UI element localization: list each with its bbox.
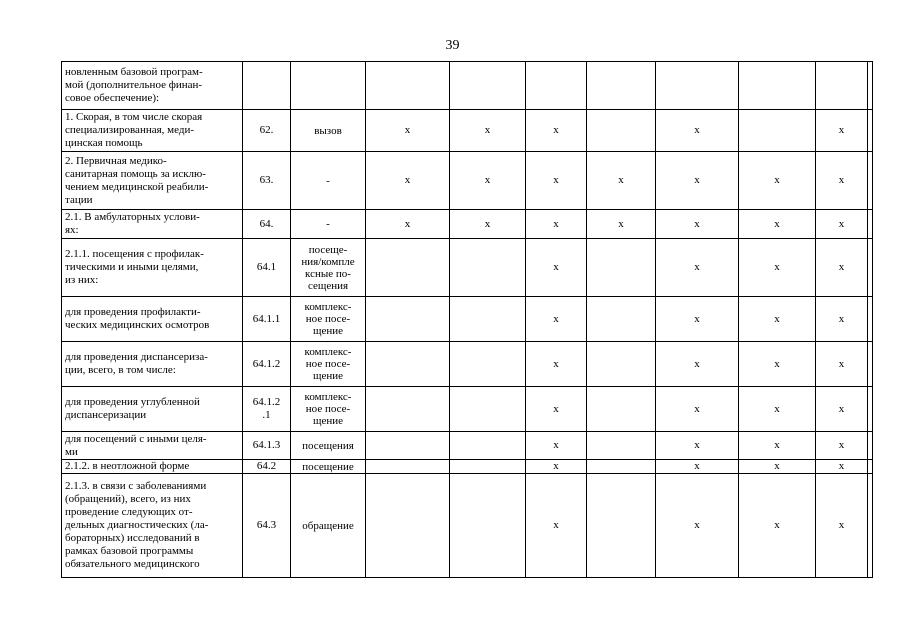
value-cell: х bbox=[526, 387, 587, 432]
value-cell bbox=[526, 62, 587, 110]
value-cell bbox=[450, 297, 526, 342]
value-cell bbox=[366, 62, 450, 110]
page-number: 39 bbox=[445, 38, 460, 53]
value-cell: х bbox=[816, 342, 868, 387]
row-number-cell: 64.3 bbox=[243, 474, 291, 578]
value-cell: х bbox=[526, 297, 587, 342]
value-cell bbox=[587, 239, 656, 297]
value-cell: х bbox=[656, 387, 739, 432]
table-row bbox=[62, 152, 873, 210]
row-name-cell: 2. Первичная медико- санитарная помощь за исклю- чением медицинской реабили- тации bbox=[62, 152, 243, 210]
value-cell bbox=[450, 474, 526, 578]
value-cell: х bbox=[526, 432, 587, 460]
table-row bbox=[62, 297, 873, 342]
row-unit-cell: комплекс- ное посе- щение bbox=[291, 297, 366, 342]
value-cell: х bbox=[656, 297, 739, 342]
row-name-cell: 1. Скорая, в том числе скорая специализированная, меди- цинская помощь bbox=[62, 110, 243, 152]
row-unit-cell: комплекс- ное посе- щение bbox=[291, 342, 366, 387]
value-cell: х bbox=[656, 342, 739, 387]
value-cell: х bbox=[816, 460, 868, 474]
value-cell bbox=[868, 460, 873, 474]
value-cell: х bbox=[526, 474, 587, 578]
row-number-cell: 62. bbox=[243, 110, 291, 152]
value-cell bbox=[656, 62, 739, 110]
value-cell: х bbox=[526, 342, 587, 387]
value-cell: х bbox=[656, 210, 739, 239]
row-unit-cell bbox=[291, 62, 366, 110]
value-cell: х bbox=[526, 110, 587, 152]
value-cell: х bbox=[366, 152, 450, 210]
value-cell: х bbox=[816, 297, 868, 342]
row-name-cell: для посещений с иными целя- ми bbox=[62, 432, 243, 460]
table-row bbox=[62, 474, 873, 578]
data-table bbox=[61, 61, 873, 578]
row-name-cell: 2.1. В амбулаторных услови- ях: bbox=[62, 210, 243, 239]
value-cell: х bbox=[739, 297, 816, 342]
table-row bbox=[62, 210, 873, 239]
table-row bbox=[62, 239, 873, 297]
value-cell: х bbox=[656, 239, 739, 297]
value-cell: х bbox=[656, 152, 739, 210]
value-cell bbox=[450, 460, 526, 474]
value-cell: х bbox=[656, 460, 739, 474]
row-name-cell: для проведения углубленной диспансеризации bbox=[62, 387, 243, 432]
value-cell: х bbox=[739, 239, 816, 297]
value-cell bbox=[868, 210, 873, 239]
value-cell: х bbox=[739, 342, 816, 387]
row-number-cell: 64.1 bbox=[243, 239, 291, 297]
row-number-cell bbox=[243, 62, 291, 110]
row-number-cell: 64.2 bbox=[243, 460, 291, 474]
value-cell bbox=[366, 239, 450, 297]
value-cell: х bbox=[526, 460, 587, 474]
value-cell bbox=[450, 342, 526, 387]
row-number-cell: 64.1.3 bbox=[243, 432, 291, 460]
value-cell bbox=[816, 62, 868, 110]
value-cell: х bbox=[450, 110, 526, 152]
value-cell: х bbox=[816, 387, 868, 432]
row-unit-cell: - bbox=[291, 210, 366, 239]
value-cell bbox=[366, 342, 450, 387]
value-cell: х bbox=[816, 152, 868, 210]
value-cell bbox=[868, 297, 873, 342]
row-number-cell: 64.1.2 .1 bbox=[243, 387, 291, 432]
value-cell bbox=[366, 387, 450, 432]
value-cell: х bbox=[526, 210, 587, 239]
row-unit-cell: посещения bbox=[291, 432, 366, 460]
row-name-cell: 2.1.1. посещения с профилак- тическими и иными целями, из них: bbox=[62, 239, 243, 297]
value-cell: х bbox=[450, 210, 526, 239]
row-unit-cell: комплекс- ное посе- щение bbox=[291, 387, 366, 432]
value-cell bbox=[868, 62, 873, 110]
row-name-cell: для проведения профилакти- ческих медицинских осмотров bbox=[62, 297, 243, 342]
value-cell bbox=[868, 110, 873, 152]
row-unit-cell: - bbox=[291, 152, 366, 210]
value-cell bbox=[587, 460, 656, 474]
value-cell bbox=[868, 342, 873, 387]
value-cell: х bbox=[587, 210, 656, 239]
value-cell: х bbox=[656, 432, 739, 460]
value-cell bbox=[868, 387, 873, 432]
value-cell bbox=[868, 474, 873, 578]
value-cell bbox=[587, 62, 656, 110]
value-cell bbox=[587, 110, 656, 152]
value-cell: х bbox=[816, 239, 868, 297]
value-cell: х bbox=[450, 152, 526, 210]
value-cell: х bbox=[739, 432, 816, 460]
value-cell bbox=[868, 432, 873, 460]
row-name-cell: 2.1.2. в неотложной форме bbox=[62, 460, 243, 474]
row-name-cell: для проведения диспансериза- ции, всего, в том числе: bbox=[62, 342, 243, 387]
row-unit-cell: посеще- ния/компле ксные по- сещения bbox=[291, 239, 366, 297]
value-cell bbox=[868, 239, 873, 297]
value-cell: х bbox=[816, 210, 868, 239]
row-unit-cell: обращение bbox=[291, 474, 366, 578]
value-cell: х bbox=[739, 460, 816, 474]
row-unit-cell: вызов bbox=[291, 110, 366, 152]
value-cell bbox=[587, 387, 656, 432]
value-cell: х bbox=[526, 152, 587, 210]
value-cell bbox=[450, 239, 526, 297]
value-cell bbox=[450, 432, 526, 460]
value-cell bbox=[587, 297, 656, 342]
row-number-cell: 63. bbox=[243, 152, 291, 210]
value-cell: х bbox=[366, 110, 450, 152]
value-cell bbox=[587, 474, 656, 578]
table-row bbox=[62, 342, 873, 387]
row-name-cell: новленным базовой програм- мой (дополнительное финан- совое обеспечение): bbox=[62, 62, 243, 110]
table-row bbox=[62, 110, 873, 152]
table-row bbox=[62, 387, 873, 432]
value-cell bbox=[587, 342, 656, 387]
value-cell: х bbox=[816, 432, 868, 460]
value-cell: х bbox=[526, 239, 587, 297]
value-cell bbox=[587, 432, 656, 460]
value-cell bbox=[739, 110, 816, 152]
value-cell: х bbox=[739, 210, 816, 239]
value-cell: х bbox=[816, 474, 868, 578]
value-cell bbox=[366, 460, 450, 474]
value-cell: х bbox=[739, 387, 816, 432]
value-cell bbox=[450, 387, 526, 432]
value-cell bbox=[366, 297, 450, 342]
value-cell bbox=[366, 474, 450, 578]
row-unit-cell: посещение bbox=[291, 460, 366, 474]
value-cell: х bbox=[656, 474, 739, 578]
row-number-cell: 64.1.2 bbox=[243, 342, 291, 387]
value-cell bbox=[366, 432, 450, 460]
value-cell: х bbox=[816, 110, 868, 152]
value-cell bbox=[739, 62, 816, 110]
row-number-cell: 64. bbox=[243, 210, 291, 239]
value-cell bbox=[450, 62, 526, 110]
row-name-cell: 2.1.3. в связи с заболеваниями (обращений), всего, из них проведение следующих от- дельных диагностических (ла- бораторных) исследований в рамках базовой программы обязательного медицинского bbox=[62, 474, 243, 578]
value-cell: х bbox=[739, 152, 816, 210]
value-cell: х bbox=[656, 110, 739, 152]
value-cell: х bbox=[739, 474, 816, 578]
value-cell bbox=[868, 152, 873, 210]
table-row bbox=[62, 62, 873, 110]
value-cell: х bbox=[587, 152, 656, 210]
table-row bbox=[62, 432, 873, 460]
value-cell: х bbox=[366, 210, 450, 239]
row-number-cell: 64.1.1 bbox=[243, 297, 291, 342]
table-row bbox=[62, 460, 873, 474]
